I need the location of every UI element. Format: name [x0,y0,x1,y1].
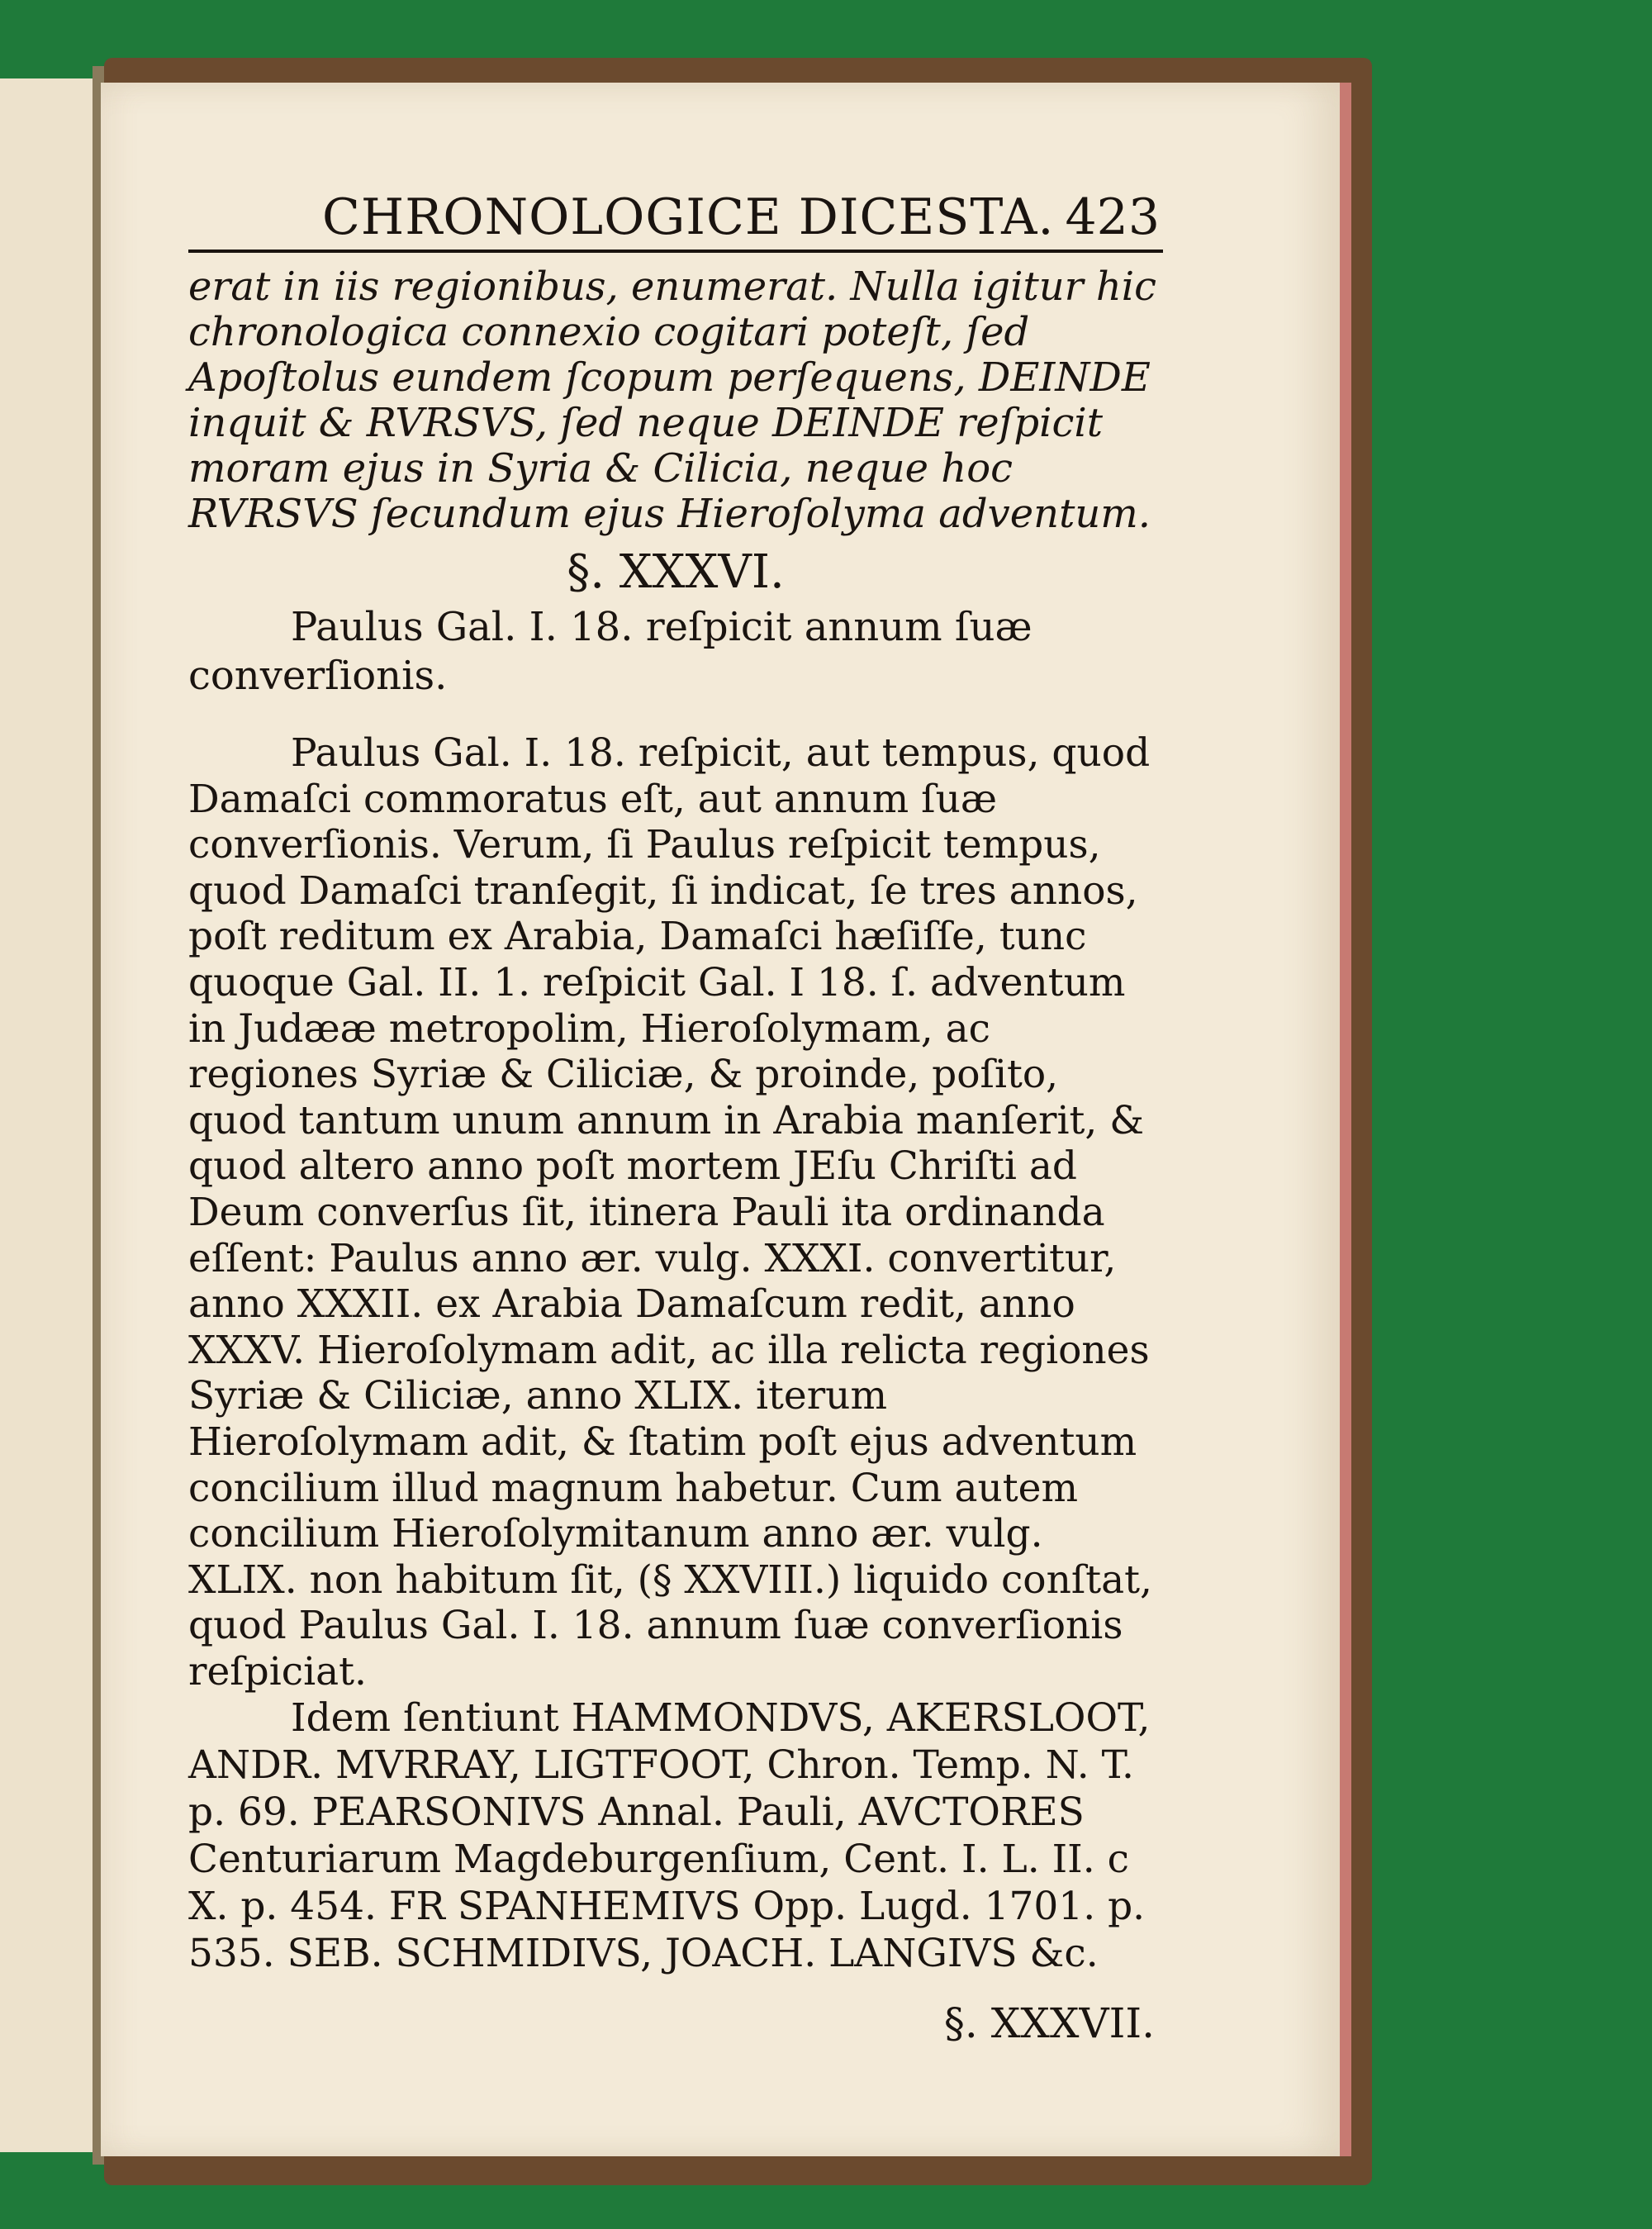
catchword: §. XXXVII. [943,1999,1155,2048]
continuation-paragraph: erat in iis regionibus, enumerat. Nulla igitur hic chronologica connexio cogitari poteſt, ſed Apoſtolus eundem ſcopum perſequens, DEINDE inquit & RVRSVS, ſed neque DEINDE reſpicit moram ejus in Syria & Cilicia, neque hoc RVRSVS ſecundum ejus Hieroſolyma adventum. [188,264,1157,537]
running-title: CHRONOLOGICE DICESTA. [322,188,1055,246]
body-paragraph: Paulus Gal. I. 18. reſpicit, aut tempus, quod Damaſci commoratus eſt, aut annum ſuæ converſionis. Verum, ſi Paulus reſpicit tempus, quod Damaſci tranſegit, ſi indicat, ſe tres annos, poſt reditum ex Arabia, Damaſci hæſiſſe, tunc quoque Gal. II. 1. reſpicit Gal. I 18. ſ. adventum in Judææ metropolim, Hieroſolymam, ac regiones Syriæ & Ciliciæ, & proinde, poſito, quod tantum unum annum in Arabia manſerit, & quod altero anno poſt mortem JEſu Chriſti ad Deum converſus ſit, itinera Pauli ita ordinanda eſſent: Paulus anno ær. vulg. XXXI. convertitur, anno XXXII. ex Arabia Damaſcum redit, anno XXXV. Hieroſolymam adit, ac illa relicta regiones Syriæ & Ciliciæ, anno XLIX. iterum Hieroſolymam adit, & ſtatim poſt ejus adventum concilium illud magnum habetur. Cum autem concilium Hieroſolymitanum anno ær. vulg. XLIX. non habitum ſit, (§ XXVIII.) liquido conſtat, quod Paulus Gal. I. 18. annum ſuæ converſionis reſpiciat. [188,730,1152,1694]
references-paragraph: Idem ſentiunt HAMMONDVS, AKERSLOOT, ANDR. MVRRAY, LIGTFOOT, Chron. Temp. N. T. p. 69. PEARSONIVS Annal. Pauli, AVCTORES Centuriarum Magdeburgenſium, Cent. I. L. II. c X. p. 454. FR SPANHEMIVS Opp. Lugd. 1701. p. 535. SEB. SCHMIDIVS, JOACH. LANGIVS &c. [188,1695,1151,1977]
facing-page-edge [0,78,94,2152]
page-number: 423 [1065,188,1160,246]
section-heading: §. XXXVI. [567,545,785,599]
page-text [188,190,1163,2048]
running-header [188,190,1163,253]
section-summary: Paulus Gal. I. 18. reſpicit annum ſuæ converſionis. [188,604,1032,699]
page-edge-red [1340,83,1351,2156]
